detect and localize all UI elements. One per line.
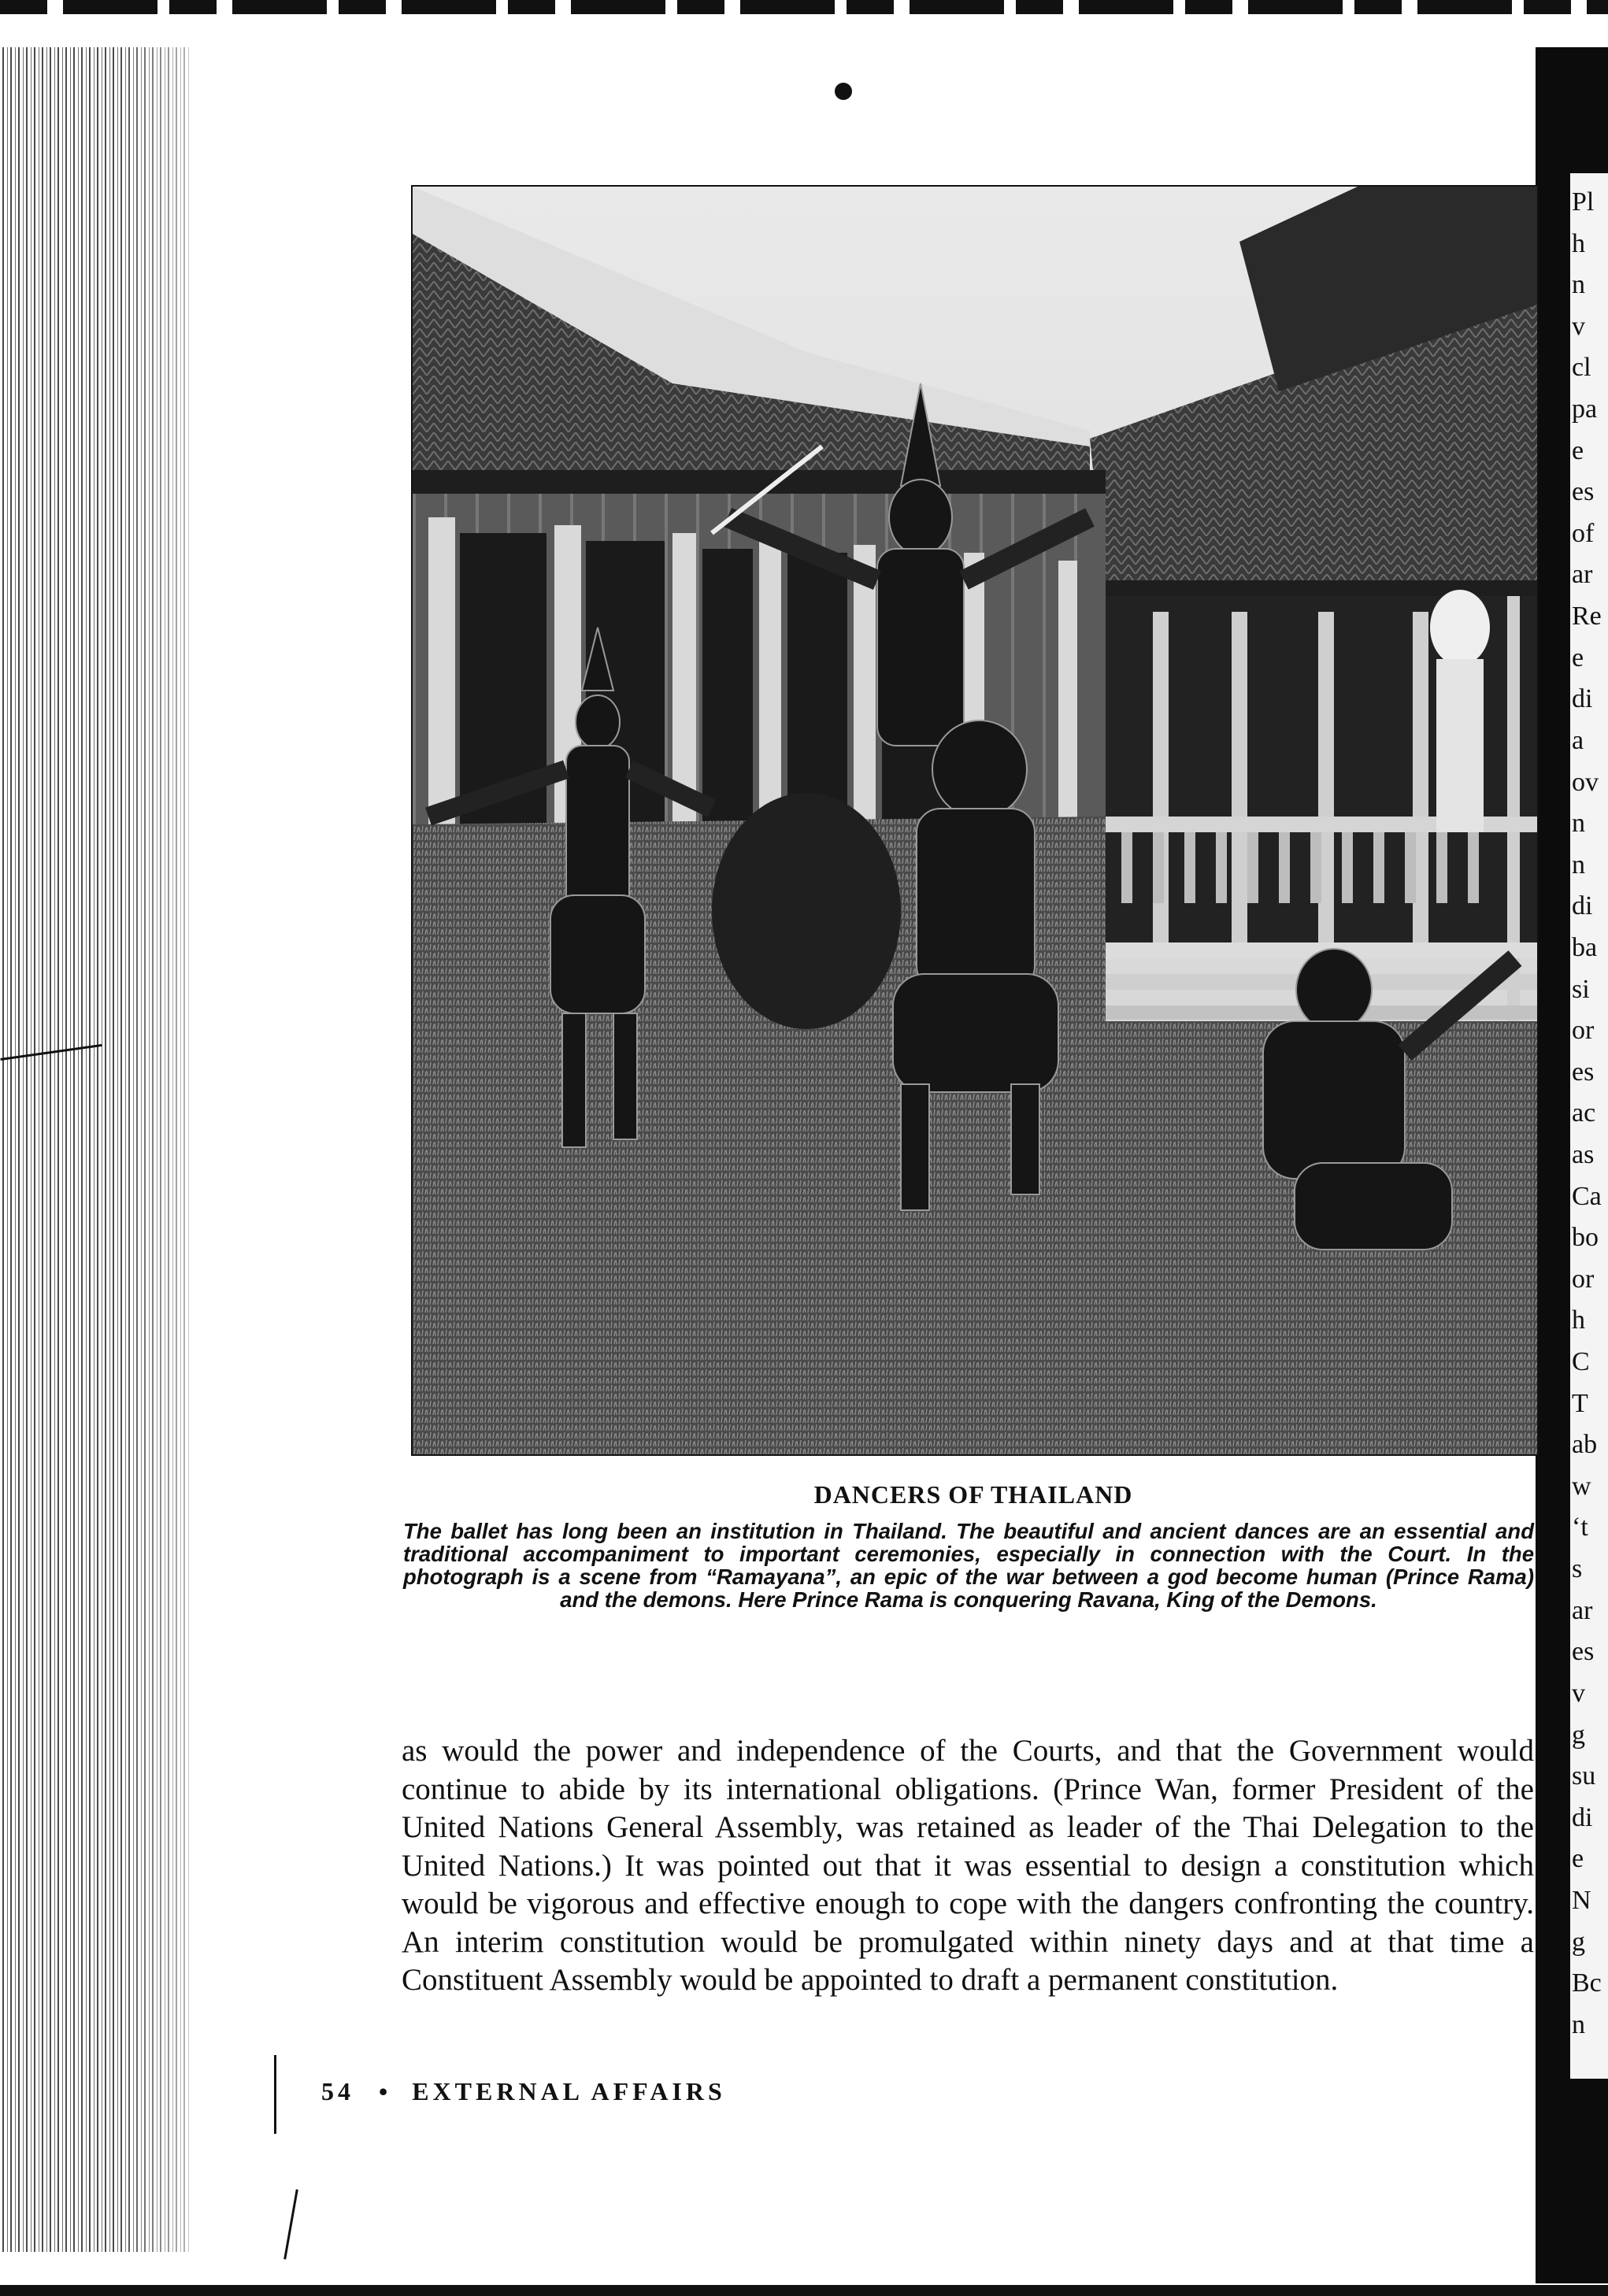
adjacent-page-fragment: or — [1572, 1016, 1595, 1045]
adjacent-page-text — [1570, 173, 1608, 2079]
photograph-icon — [413, 187, 1537, 1454]
adjacent-page-fragment: ‘t — [1572, 1513, 1588, 1542]
adjacent-page-fragment: h — [1572, 229, 1585, 258]
adjacent-page-fragment: di — [1572, 1803, 1593, 1832]
adjacent-page-fragment: pa — [1572, 394, 1598, 424]
adjacent-page-fragment: a — [1572, 726, 1584, 755]
adjacent-page-fragment: v — [1572, 1679, 1585, 1708]
adjacent-page-fragment: Re — [1572, 602, 1602, 631]
ink-blot — [835, 83, 852, 100]
scan-mark — [274, 2055, 276, 2134]
binding-fade — [118, 47, 236, 2252]
adjacent-page-fragment: e — [1572, 643, 1584, 672]
adjacent-page-fragment: e — [1572, 436, 1584, 465]
adjacent-page-fragment: Pl — [1572, 187, 1595, 217]
adjacent-page-fragment: ar — [1572, 560, 1593, 589]
scan-mark — [283, 2189, 298, 2259]
adjacent-page-fragment: C — [1572, 1347, 1590, 1376]
adjacent-page-fragment: di — [1572, 891, 1593, 920]
adjacent-page-fragment: h — [1572, 1305, 1585, 1335]
adjacent-page-fragment: si — [1572, 975, 1590, 1004]
adjacent-page-fragment: ar — [1572, 1596, 1593, 1625]
adjacent-page-fragment: su — [1572, 1761, 1596, 1791]
adjacent-page-fragment: N — [1572, 1886, 1591, 1915]
adjacent-page-fragment: w — [1572, 1472, 1591, 1501]
adjacent-page-fragment: T — [1572, 1389, 1588, 1418]
adjacent-page-fragment: bo — [1572, 1223, 1599, 1252]
body-paragraph: as would the power and independence of the Courts, and that the Government would continue to abide by its international obligations. (Prince Wan, former President of the United Nations General Assembly, was retained as leader of the Thai Delegation to the United Nations.) It was pointed out that it was essential to design a constitution which would be vigorous and effective enough to cope with the dangers confronting the country. An interim constitution would be promulgated within ninety days and at that time a Constituent Assembly would be appointed to draft a permanent constitution. — [402, 1734, 1534, 1997]
adjacent-page-fragment: ov — [1572, 768, 1599, 797]
scan-top-edge — [0, 0, 1608, 14]
scan-bottom-edge — [0, 2285, 1608, 2296]
adjacent-page-fragment: cl — [1572, 353, 1591, 382]
adjacent-page-fragment: ab — [1572, 1430, 1598, 1459]
adjacent-page-fragment: or — [1572, 1265, 1595, 1294]
adjacent-page-fragment: g — [1572, 1928, 1585, 1957]
publication-name: EXTERNAL AFFAIRS — [412, 2077, 726, 2105]
adjacent-page-fragment: s — [1572, 1554, 1583, 1583]
adjacent-page-fragment: of — [1572, 519, 1595, 548]
adjacent-page-fragment: di — [1572, 684, 1593, 713]
footer-separator: • — [379, 2077, 388, 2105]
adjacent-page-fragment: g — [1572, 1720, 1585, 1750]
adjacent-page-fragment: e — [1572, 1844, 1584, 1873]
adjacent-page-fragment: n — [1572, 850, 1585, 880]
page-footer — [321, 2077, 726, 2106]
dancers-photograph — [411, 185, 1539, 1456]
adjacent-page-fragment: as — [1572, 1140, 1595, 1169]
adjacent-page-fragment: n — [1572, 2010, 1585, 2039]
adjacent-page-fragment: n — [1572, 809, 1585, 838]
adjacent-page-fragment: ba — [1572, 933, 1598, 962]
adjacent-page-fragment: Bc — [1572, 1968, 1602, 1998]
page-number: 54 — [321, 2077, 354, 2105]
caption-title: DANCERS OF THAILAND — [813, 1480, 1133, 1509]
adjacent-page-fragment: n — [1572, 270, 1585, 299]
adjacent-page-fragment: es — [1572, 477, 1595, 506]
adjacent-page-fragment: es — [1572, 1057, 1595, 1087]
adjacent-page-fragment: v — [1572, 312, 1585, 341]
caption-text: The ballet has long been an institution in Thailand. The beautiful and ancient dances are an essential and traditional accompaniment to important ceremonies, especially in connection with the Court. In the photograph is a scene from “Ramayana”, an epic of the war between a god become human (Prince Rama) and the demons. Here Prince Rama is conquering Ravana, King of the Demons. — [403, 1519, 1534, 1612]
adjacent-page-fragment: es — [1572, 1637, 1595, 1666]
adjacent-page-fragment: ac — [1572, 1098, 1596, 1128]
adjacent-page-fragment: Ca — [1572, 1182, 1602, 1211]
